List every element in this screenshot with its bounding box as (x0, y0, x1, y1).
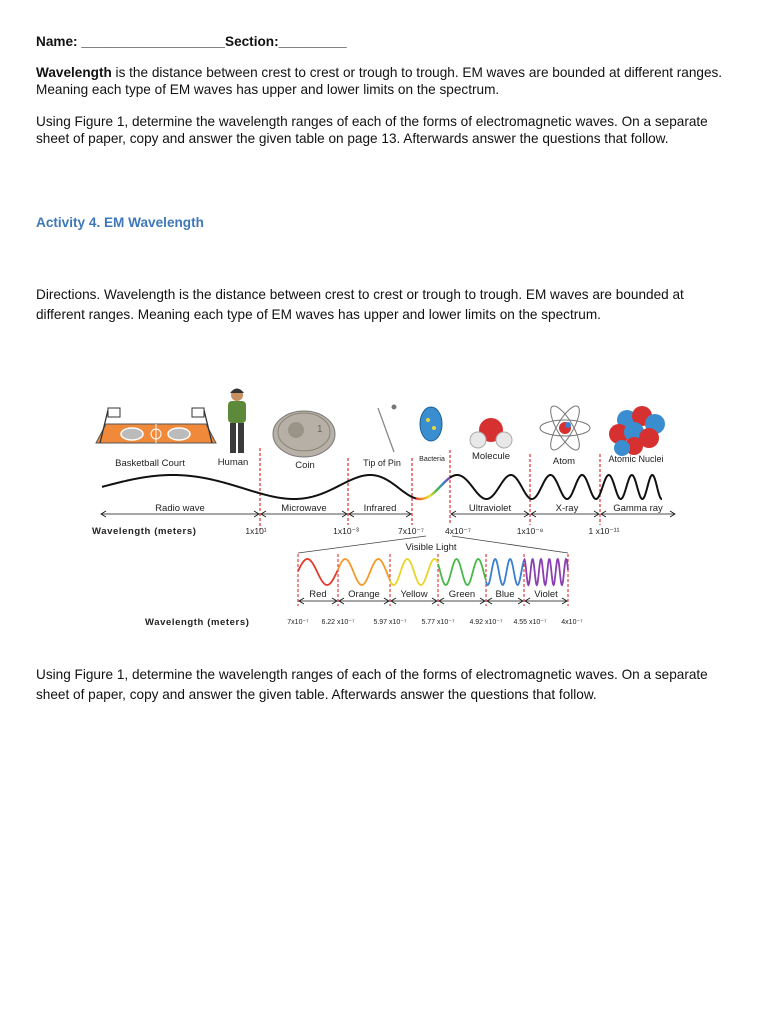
pin-icon (378, 405, 397, 453)
molecule-icon (470, 418, 512, 448)
object-label-coin: Coin (295, 460, 315, 471)
band-label-microwave: Microwave (281, 503, 327, 514)
tick-visible-6: 4x10⁻⁷ (561, 619, 583, 626)
section-label: Section: (225, 34, 279, 49)
object-label-human: Human (217, 457, 249, 468)
name-section-line (36, 33, 726, 50)
object-label-tip-of-pin: Tip of Pin (363, 458, 401, 468)
visible-light-title: Visible Light (405, 542, 457, 553)
color-label-green: Green (448, 589, 476, 600)
atom-icon (540, 402, 590, 453)
band-label-radio: Radio wave (155, 503, 205, 514)
spectrum-wave (102, 475, 662, 499)
object-label-molecule: Molecule (471, 451, 511, 462)
tick-visible-2: 5.97 x10⁻⁷ (373, 619, 407, 626)
tick-main-4: 1x10⁻⁸ (516, 526, 544, 536)
name-label: Name: (36, 34, 78, 49)
coin-icon (273, 411, 335, 457)
visible-wave-segment-1 (298, 559, 338, 585)
tick-main-2: 7x10⁻⁷ (398, 526, 424, 536)
basketball-court-icon (96, 408, 216, 443)
tick-main-3: 4x10⁻⁷ (445, 526, 471, 536)
section-blank[interactable]: _________ (278, 34, 347, 49)
tick-visible-3: 5.77 x10⁻⁷ (421, 619, 455, 626)
tick-visible-4: 4.92 x10⁻⁷ (469, 619, 503, 626)
directions-paragraph: Directions. Wavelength is the distance between crest to crest or trough to trough. EM waves are bounded at different ranges. Meaning each type of EM waves has upper and lower limits on the spectrum. (36, 287, 684, 322)
intro-paragraph (36, 64, 726, 98)
color-label-yellow: Yellow (400, 589, 428, 600)
visible-segment-wave (416, 478, 450, 499)
band-label-gamma-ray: Gamma ray (613, 503, 663, 514)
visible-wave-segment-6 (524, 559, 568, 585)
tick-main-0: 1x10¹ (245, 526, 267, 536)
bacteria-icon (420, 407, 442, 441)
color-arrows (299, 598, 567, 604)
band-label-ultraviolet: Ultraviolet (468, 503, 512, 514)
tick-visible-0: 7x10⁻⁷ (287, 619, 309, 626)
axis-label-visible: Wavelength (meters) (145, 617, 250, 628)
object-label-atom: Atom (552, 456, 576, 467)
svg-text:1: 1 (317, 424, 323, 435)
activity-title: Activity 4. EM Wavelength (36, 215, 204, 230)
intro-term: Wavelength (36, 65, 112, 80)
color-label-red: Red (309, 589, 327, 600)
visible-wave-segment-4 (438, 559, 486, 585)
closing-paragraph: Using Figure 1, determine the wavelength ranges of each of the forms of electromagnetic waves. On a separate sheet of paper, copy and answer the given table. Afterwards answer the questions that follow. (36, 667, 708, 702)
band-label-infrared: Infrared (363, 503, 397, 514)
visible-wave-segment-5 (486, 559, 524, 585)
atomic-nuclei-icon (609, 406, 665, 456)
object-label-bacteria: Bacteria (419, 456, 445, 463)
axis-label-main: Wavelength (meters) (92, 526, 197, 537)
color-label-violet: Violet (534, 589, 558, 600)
object-label-atomic-nuclei: Atomic Nuclei (608, 454, 664, 464)
tick-visible-1: 6.22 x10⁻⁷ (321, 619, 355, 626)
tick-visible-5: 4.55 x10⁻⁷ (513, 619, 547, 626)
color-label-orange: Orange (348, 589, 380, 600)
human-icon (228, 389, 246, 454)
visible-wave-segment-3 (390, 559, 438, 585)
intro-instruction: Using Figure 1, determine the wavelength ranges of each of the forms of electromagnetic waves. On a separate sheet of paper, copy and answer the given table on page 13. Afterwards answer the questions that follow. (36, 114, 708, 146)
name-blank[interactable]: ___________________ (81, 34, 225, 49)
band-label-x-ray: X-ray (555, 503, 579, 514)
object-label-basketball-court: Basketball Court (115, 458, 185, 469)
tick-main-5: 1 x10⁻¹¹ (588, 526, 620, 536)
color-label-blue: Blue (495, 589, 515, 600)
tick-main-1: 1x10⁻³ (333, 526, 359, 536)
intro-definition: is the distance between crest to crest or trough to trough. EM waves are bounded at different ranges. Meaning each type of EM waves has upper and lower limits on the spectrum. (36, 65, 723, 97)
em-spectrum-figure (82, 380, 690, 635)
visible-wave-segment-2 (338, 559, 390, 585)
